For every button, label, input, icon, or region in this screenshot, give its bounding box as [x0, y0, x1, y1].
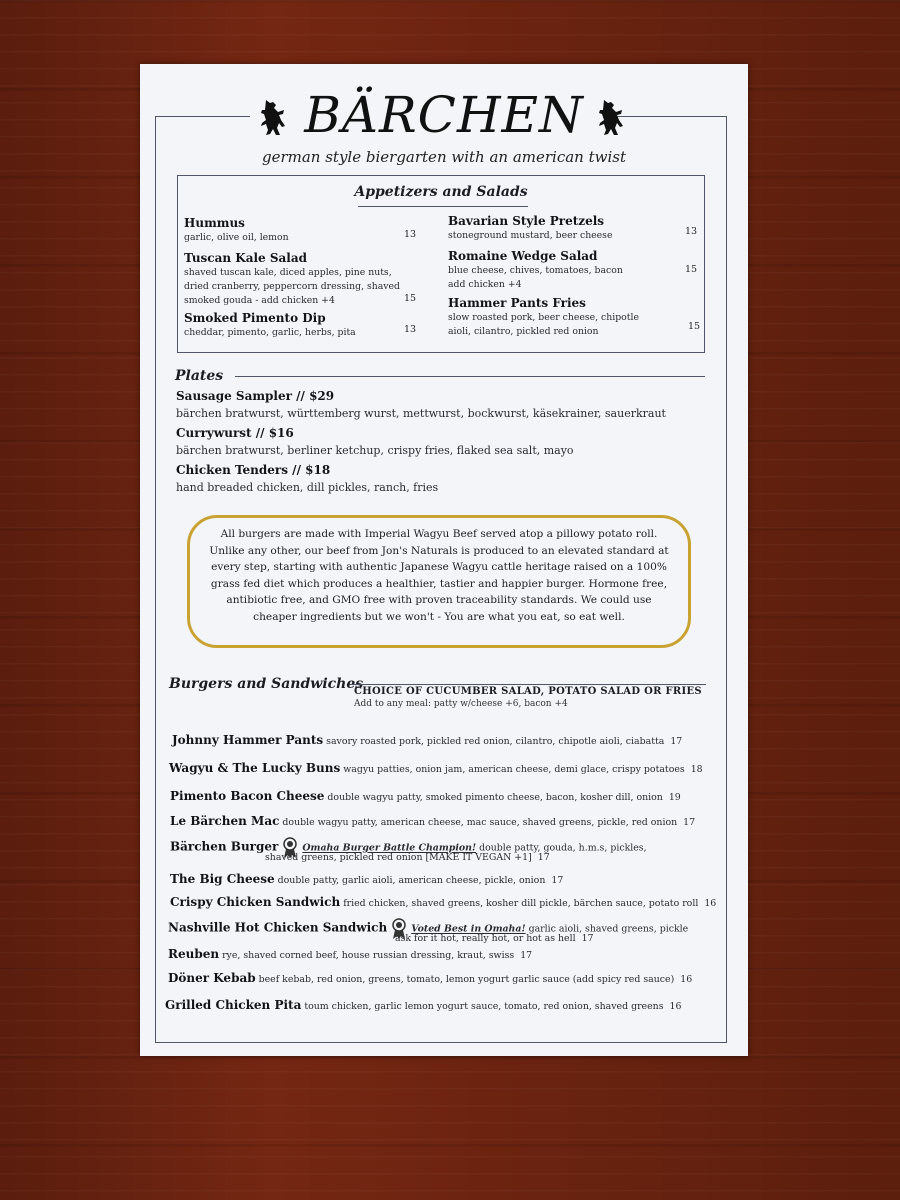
item-price: 17 — [670, 736, 683, 747]
item-name: Sausage Sampler // $29 — [176, 389, 335, 403]
item-name: Romaine Wedge Salad — [448, 249, 598, 263]
item-price: 15 — [688, 321, 701, 332]
item-desc: shaved tuscan kale, diced apples, pine nuts, dried cranberry, peppercorn dressing, shaved smoked gouda - add chicken +4 — [184, 267, 400, 306]
item-name: Chicken Tenders // $18 — [176, 463, 331, 477]
section-title: Burgers and Sandwiches — [169, 676, 364, 692]
sandwich-item: Wagyu & The Lucky Buns wagyu patties, onion jam, american cheese, demi glace, crispy potatoes 18 — [169, 761, 703, 775]
item-name: Currywurst // $16 — [176, 426, 294, 440]
item-desc: garlic, olive oil, lemon — [184, 232, 289, 243]
item-desc: bärchen bratwurst, berliner ketchup, crispy fries, flaked sea salt, mayo — [176, 444, 574, 457]
menu-item — [448, 296, 648, 339]
sandwich-item: Johnny Hammer Pants savory roasted pork, pickled red onion, cilantro, chipotle aioli, ciabatta 17 — [172, 733, 683, 747]
sandwich-item: Pimento Bacon Cheese double wagyu patty, smoked pimento cheese, bacon, kosher dill, onion 19 — [170, 789, 681, 803]
award-highlight: Voted Best in Omaha! — [411, 923, 526, 935]
sandwich-item: Reuben rye, shaved corned beef, house russian dressing, kraut, swiss 17 — [168, 947, 533, 961]
item-price: 13 — [685, 226, 698, 237]
item-name: Tuscan Kale Salad — [184, 251, 308, 265]
side-choice: CHOICE OF CUCUMBER SALAD, POTATO SALAD OR FRIES — [354, 686, 702, 697]
item-price: 16 — [669, 1001, 682, 1012]
item-price: 18 — [690, 764, 703, 775]
item-price: 17 — [581, 933, 594, 944]
item-name: Hammer Pants Fries — [448, 296, 586, 310]
brand-tagline: german style biergarten with an american twist — [261, 148, 627, 166]
item-name: Hummus — [184, 216, 245, 230]
item-price: 16 — [680, 974, 693, 985]
sandwich-item: Döner Kebab beef kebab, red onion, greens, tomato, lemon yogurt garlic sauce (add spicy red sauce) 16 — [168, 971, 693, 985]
item-price: 15 — [685, 264, 698, 275]
item-price: 13 — [404, 324, 417, 335]
sandwich-item: Nashville Hot Chicken Sandwich Voted Best in Omaha! garlic aioli, shaved greens, pickle — [168, 918, 688, 940]
item-price: 17 — [551, 875, 564, 886]
item-price: 17 — [520, 950, 533, 961]
sandwich-item: Crispy Chicken Sandwich fried chicken, shaved greens, kosher dill pickle, bärchen sauce, potato roll 16 — [170, 895, 717, 909]
item-desc: add chicken +4 — [448, 279, 522, 290]
item-name: Smoked Pimento Dip — [184, 311, 326, 325]
menu-item — [184, 311, 404, 340]
sandwich-item-cont: shaved greens, pickled red onion [MAKE IT VEGAN +1] 17 — [265, 852, 550, 863]
item-desc: hand breaded chicken, dill pickles, ranch, fries — [176, 481, 439, 494]
plate-item — [176, 388, 666, 422]
sandwich-item-cont: ask for it hot, really hot, or hot as hell 17 — [395, 933, 594, 944]
item-price: 17 — [537, 852, 550, 863]
section-title: Plates — [175, 368, 224, 384]
section-title: Appetizers and Salads — [354, 184, 528, 200]
menu-sheet — [140, 64, 748, 1056]
item-price: 13 — [404, 229, 417, 240]
bear-icon — [256, 96, 294, 142]
menu-item — [448, 214, 678, 243]
item-desc: bärchen bratwurst, württemberg wurst, mettwurst, bockwurst, käsekrainer, sauerkraut — [176, 407, 666, 420]
item-price: 15 — [404, 293, 417, 304]
award-highlight: Omaha Burger Battle Champion! — [302, 842, 477, 854]
plate-item — [176, 462, 438, 496]
item-price: 19 — [668, 792, 681, 803]
addon-note: Add to any meal: patty w/cheese +6, bacon +4 — [354, 699, 568, 709]
item-price: 16 — [704, 898, 717, 909]
item-desc: stoneground mustard, beer cheese — [448, 230, 613, 241]
sandwich-item: The Big Cheese double patty, garlic aioli, american cheese, pickle, onion 17 — [170, 872, 564, 886]
sandwich-item: Le Bärchen Mac double wagyu patty, american cheese, mac sauce, shaved greens, pickle, red onion 17 — [170, 814, 696, 828]
sandwich-item: Bärchen Burger Omaha Burger Battle Champion! double patty, gouda, h.m.s, pickles, — [170, 837, 647, 859]
bear-icon — [594, 96, 632, 142]
item-desc: slow roasted pork, beer cheese, chipotle aioli, cilantro, pickled red onion — [448, 312, 639, 337]
item-desc: blue cheese, chives, tomatoes, bacon — [448, 265, 623, 276]
item-name: Bavarian Style Pretzels — [448, 214, 605, 228]
sandwich-item: Grilled Chicken Pita toum chicken, garlic lemon yogurt sauce, tomato, red onion, shaved greens 16 — [165, 998, 682, 1012]
appetizers-section — [177, 175, 705, 353]
brand-name: BÄRCHEN — [304, 86, 584, 144]
plate-item — [176, 425, 574, 459]
menu-item — [448, 249, 678, 292]
wagyu-note: All burgers are made with Imperial Wagyu Beef served atop a pillowy potato roll. Unlike any other, our beef from Jon's Naturals is produced to an elevated standard at every step, starting with authentic Japanese Wagyu cattle heritage raised on a 100% grass fed diet which produces a healthier, tastier and happier burger. Hormone free, antibiotic free, and GMO free with proven traceability standards. We could use cheaper ingredients but we won't - You are what you eat, so eat well. — [187, 515, 691, 648]
item-desc: cheddar, pimento, garlic, herbs, pita — [184, 327, 356, 338]
menu-item — [184, 251, 402, 308]
brand-logo — [140, 86, 748, 144]
item-price: 17 — [683, 817, 696, 828]
menu-item — [184, 216, 404, 245]
